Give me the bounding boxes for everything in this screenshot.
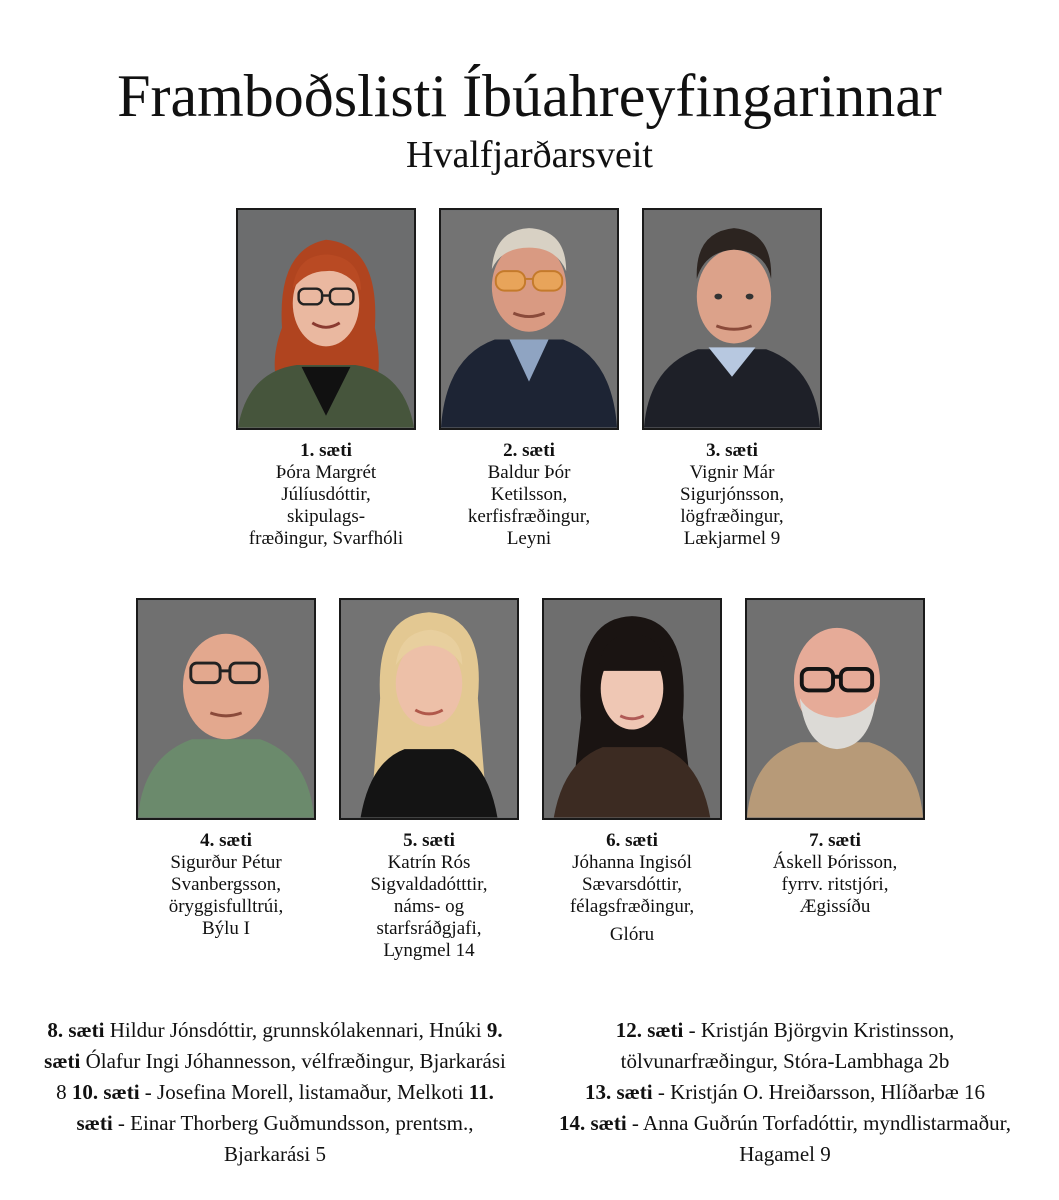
candidate-line: náms- og — [393, 896, 465, 917]
list-item-text: Ólafur Ingi Jóhannesson, vélfræðingur, Bjarkarási 8 — [56, 1049, 506, 1104]
candidate-line: öryggisfulltrúi, — [168, 896, 284, 917]
candidate-text-4 — [126, 830, 326, 940]
candidate-text-5 — [329, 830, 529, 962]
candidate-card-3 — [632, 208, 832, 550]
seat-label: 2. sæti — [503, 440, 555, 461]
candidate-line: Áskell Þórisson, — [772, 852, 898, 873]
portrait-woman-dark-hair-bangs-icon — [542, 598, 722, 820]
candidate-card-6 — [532, 598, 732, 946]
candidate-line: Lyngmel 14 — [383, 940, 475, 961]
list-item — [545, 1108, 1025, 1170]
list-item — [545, 1015, 1025, 1077]
seat-label: 6. sæti — [606, 830, 658, 851]
list-item — [545, 1077, 1025, 1108]
seat-label: 11. sæti — [76, 1080, 494, 1135]
candidate-line: kerfisfræðingur, — [467, 506, 591, 527]
candidate-line: skipulags- — [286, 506, 366, 527]
candidate-line: Sigvaldadótttir, — [370, 874, 488, 895]
candidate-line: Þóra Margrét — [275, 462, 377, 483]
seat-label: 7. sæti — [809, 830, 861, 851]
candidate-line: Jóhanna Ingisól — [572, 852, 692, 873]
seat-label: 5. sæti — [403, 830, 455, 851]
candidate-line: Glóru — [609, 924, 655, 945]
seat-label: 1. sæti — [300, 440, 352, 461]
candidate-list-left — [40, 1015, 510, 1170]
list-item-text: Hildur Jónsdóttir, grunnskólakennari, Hnúki — [104, 1018, 487, 1042]
seat-label: 4. sæti — [200, 830, 252, 851]
portrait-man-tinted-glasses-icon — [439, 208, 619, 430]
candidate-card-1 — [226, 208, 426, 550]
candidate-line: Lækjarmel 9 — [683, 528, 781, 549]
candidate-line: fyrrv. ritstjóri, — [781, 874, 889, 895]
candidate-card-2 — [429, 208, 629, 550]
list-item-text: - Anna Guðrún Torfadóttir, myndlistarmaður, Hagamel 9 — [626, 1111, 1011, 1166]
candidate-line: Leyni — [506, 528, 552, 549]
seat-label: 9. sæti — [44, 1018, 503, 1073]
candidate-text-6 — [532, 830, 732, 946]
candidate-text-3 — [632, 440, 832, 550]
candidate-text-7 — [735, 830, 935, 918]
candidate-line: Baldur Þór — [487, 462, 571, 483]
list-item-text: - Einar Thorberg Guðmundsson, prentsm., Bjarkarási 5 — [112, 1111, 474, 1166]
seat-label: 12. sæti — [615, 1018, 684, 1042]
candidate-line: Ægissíðu — [799, 896, 871, 917]
seat-label: 10. sæti — [71, 1080, 140, 1104]
candidate-line: starfsráðgjafi, — [376, 918, 482, 939]
seat-label: 3. sæti — [706, 440, 758, 461]
candidate-line: Katrín Rós — [387, 852, 471, 873]
page-title: Framboðslisti Íbúahreyfingarinnar — [117, 63, 942, 129]
page-subtitle: Hvalfjarðarsveit — [406, 134, 653, 176]
candidate-line: Sigurjónsson, — [680, 484, 784, 505]
candidate-line: Ketilsson, — [490, 484, 568, 505]
seat-label: 13. sæti — [584, 1080, 653, 1104]
seat-label: 8. sæti — [47, 1018, 105, 1042]
candidate-card-5 — [329, 598, 529, 962]
portrait-man-bald-glasses-icon — [136, 598, 316, 820]
candidate-line: Vignir Már — [689, 462, 775, 483]
portrait-man-beard-glasses-icon — [745, 598, 925, 820]
candidate-text-1 — [226, 440, 426, 550]
candidate-text-2 — [429, 440, 629, 550]
candidate-list-right — [545, 1015, 1025, 1170]
candidate-line: fræðingur, Svarfhóli — [248, 528, 404, 549]
portrait-man-dark-hair-icon — [642, 208, 822, 430]
candidate-card-4 — [126, 598, 326, 940]
seat-label: 14. sæti — [559, 1111, 627, 1135]
list-item-text: - Josefina Morell, listamaður, Melkoti — [139, 1080, 469, 1104]
candidate-card-7 — [735, 598, 935, 918]
candidate-line: félagsfræðingur, — [569, 896, 695, 917]
portrait-woman-red-hair-glasses-icon — [236, 208, 416, 430]
candidate-line: Sævarsdóttir, — [581, 874, 683, 895]
candidate-line: Júlíusdóttir, — [281, 484, 371, 505]
candidate-line: Sigurður Pétur — [170, 852, 282, 873]
candidate-line: Svanbergsson, — [171, 874, 281, 895]
candidate-line: Býlu I — [201, 918, 251, 939]
candidate-line: lögfræðingur, — [680, 506, 784, 527]
portrait-woman-blonde-icon — [339, 598, 519, 820]
list-item-text: - Kristján O. Hreiðarsson, Hlíðarbæ 16 — [652, 1080, 986, 1104]
list-item-text: - Kristján Björgvin Kristinsson, tölvunarfræðingur, Stóra-Lambhaga 2b — [620, 1018, 955, 1073]
